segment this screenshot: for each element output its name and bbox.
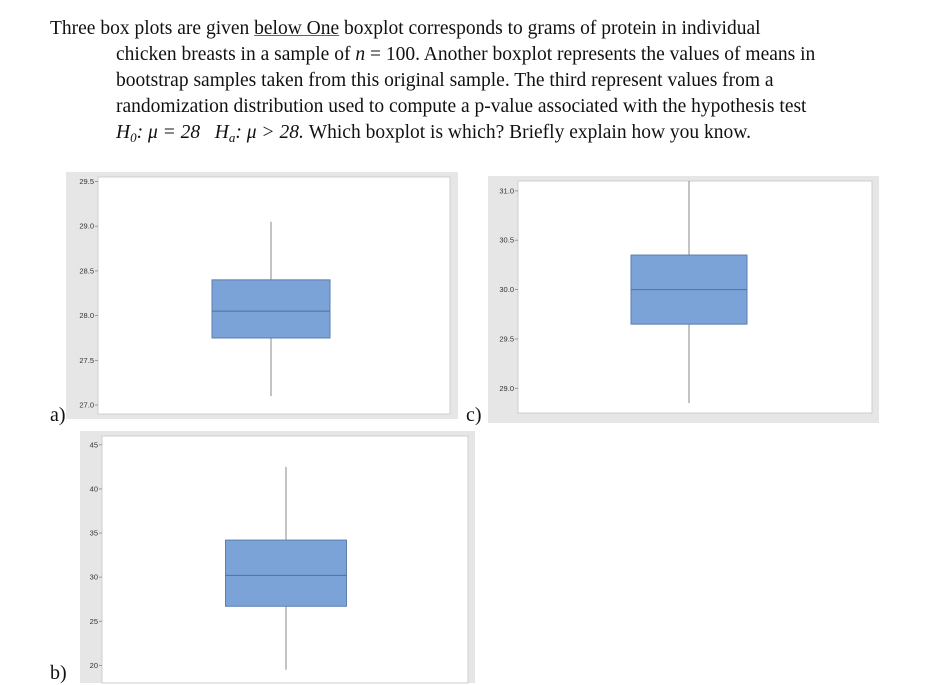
question-text <box>50 16 920 151</box>
y-tick-label-c-0: 29.0 <box>499 383 514 393</box>
question-line-2 <box>50 42 920 68</box>
y-tick-label-c-4: 31.0 <box>499 186 514 196</box>
boxplot-a <box>66 172 458 419</box>
y-tick-label-c-1: 29.5 <box>499 334 514 344</box>
question-line-2-start: chicken breasts in a sample of <box>116 44 356 65</box>
ha-subscript: a <box>228 130 236 145</box>
y-tick-label-a-0: 27.0 <box>79 400 94 410</box>
h0-symbol: H <box>116 122 131 143</box>
h0-expression: : μ = 28 <box>136 122 201 143</box>
boxplot-b-svg <box>80 431 475 683</box>
label-b: b) <box>50 662 67 684</box>
question-line-5 <box>50 120 920 151</box>
y-tick-label-c-3: 30.5 <box>499 235 514 245</box>
label-a: a) <box>50 404 66 426</box>
y-tick-label-b-2: 30 <box>89 572 98 582</box>
y-tick-label-a-5: 29.5 <box>79 176 94 186</box>
question-line-1-end: boxplot corresponds to grams of protein in individual <box>339 18 761 39</box>
y-tick-label-a-1: 27.5 <box>79 355 94 365</box>
question-line-2-end: = 100. Another boxplot represents the values of means in <box>365 44 816 65</box>
y-tick-label-a-4: 29.0 <box>79 221 94 231</box>
boxplot-a-svg <box>66 172 458 419</box>
question-line-5-end: Which boxplot is which? Briefly explain how you know. <box>303 122 752 143</box>
y-tick-label-b-0: 20 <box>89 660 98 670</box>
question-line-1 <box>50 16 920 42</box>
question-line-4: randomization distribution used to compute a p-value associated with the hypothesis test <box>116 96 807 117</box>
y-tick-label-c-2: 30.0 <box>499 285 514 295</box>
alt-hypothesis <box>215 122 304 143</box>
ha-expression: : μ > 28. <box>235 122 304 143</box>
boxplot-c <box>488 176 879 423</box>
boxplot-b <box>80 431 475 683</box>
h0-subscript: 0 <box>130 130 137 145</box>
box-iqr-b <box>226 540 347 606</box>
y-tick-label-b-3: 35 <box>89 528 98 538</box>
y-tick-label-b-5: 45 <box>89 440 98 450</box>
null-hypothesis <box>116 122 200 143</box>
boxplot-c-svg <box>488 176 879 423</box>
y-tick-label-b-1: 25 <box>89 616 98 626</box>
below-link-text: below One <box>254 18 340 39</box>
y-tick-label-b-4: 40 <box>89 484 98 494</box>
box-iqr-a <box>212 280 330 338</box>
sample-size-symbol: n <box>355 44 366 65</box>
question-line-3: bootstrap samples taken from this original sample. The third represent values from a <box>116 70 774 91</box>
label-c: c) <box>466 404 482 426</box>
y-tick-label-a-3: 28.5 <box>79 266 94 276</box>
question-line-1-start: Three box plots are given <box>50 18 255 39</box>
y-tick-label-a-2: 28.0 <box>79 311 94 321</box>
ha-symbol: H <box>214 122 229 143</box>
